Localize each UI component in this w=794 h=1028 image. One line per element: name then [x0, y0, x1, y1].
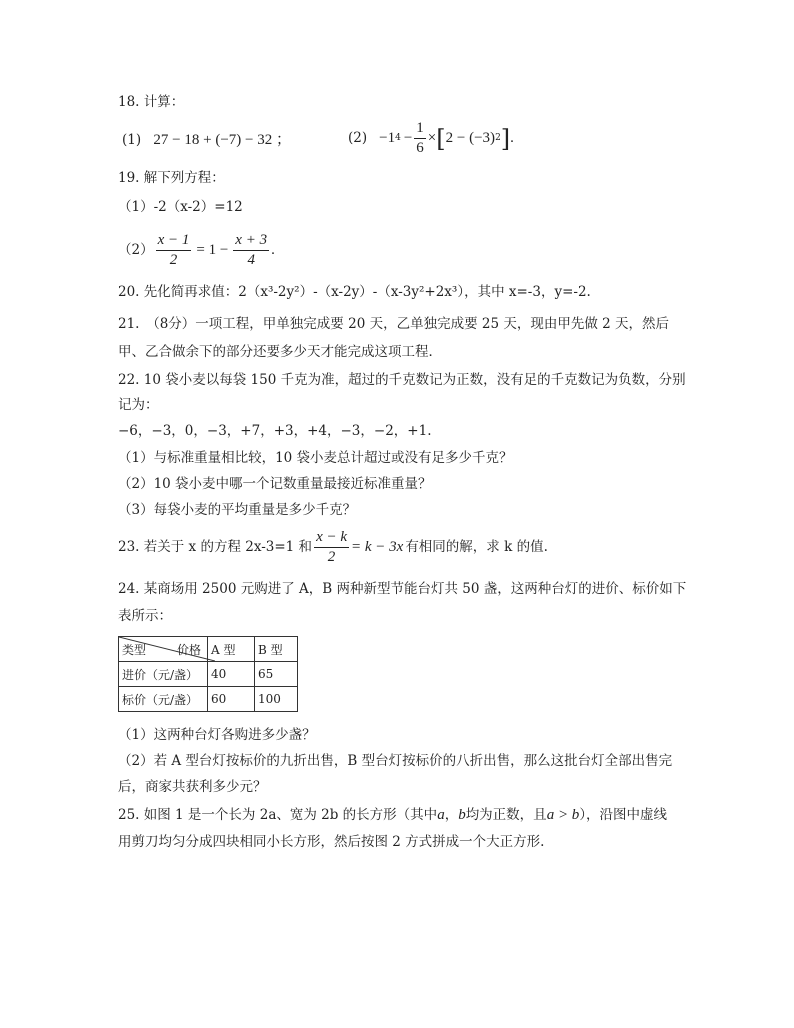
q19-frac2	[233, 233, 269, 268]
q24-line2: 表所示：	[118, 608, 172, 624]
q23-mid: = k − 3x	[351, 539, 404, 555]
q19-num1: x − 1	[156, 233, 192, 251]
q19-part2	[118, 233, 275, 268]
q19-p2-label: （2）	[118, 241, 154, 258]
q18-part1	[122, 133, 291, 148]
q24-sub1: （1）这两种台灯各购进多少盏？	[118, 727, 316, 743]
q24-sub2-line2: 后，商家共获利多少元？	[118, 779, 267, 795]
q21-line1: 21. （8分）一项工程，甲单独完成要 20 天，乙单独完成要 25 天，现由甲先做 2 天，然后	[118, 316, 670, 332]
q22-sub1: （1）与标准重量相比较，10 袋小麦总计超过或没有足多少千克？	[118, 450, 513, 466]
q22-values: −6，−3，0，−3，+7，+3，+4，−3，−2，+1.	[118, 423, 432, 439]
q18-p2-inner: 2 − (−3)	[445, 130, 496, 146]
row-value-a: 40	[208, 662, 255, 687]
q19-end: .	[271, 242, 275, 258]
left-bracket-icon: [	[436, 124, 446, 153]
q18-part2	[348, 121, 514, 156]
q19-den1: 2	[169, 252, 178, 268]
q18-title: 18. 计算：	[118, 94, 185, 110]
right-bracket-icon: ]	[500, 124, 511, 153]
q18-p1-expr: 27 − 18 + (−7) − 32 ；	[153, 132, 292, 148]
table-row	[119, 662, 298, 687]
col-a-header: A 型	[208, 637, 255, 662]
q18-p2-fraction	[414, 121, 426, 156]
q21-line2: 甲、乙合做余下的部分还要多少天才能完成这项工程．	[118, 344, 442, 360]
table-header-row	[119, 637, 298, 662]
q23-fraction	[314, 530, 349, 565]
q18-p2-num: 1	[414, 121, 426, 139]
q25-pre: 25. 如图 1 是一个长为 2a、宽为 2b 的长方形（其中	[118, 807, 438, 823]
q24-line1: 24. 某商场用 2500 元购进了 A，B 两种新型节能台灯共 50 盏，这两种台灯的进价、标价如下	[118, 581, 687, 597]
q22-sub3: （3）每袋小麦的平均重量是多少千克？	[118, 502, 357, 518]
q18-p2-exp: 4	[395, 133, 401, 143]
row-value-b: 65	[255, 662, 298, 687]
table-corner-cell	[119, 637, 208, 662]
q18-p2-label: (2)	[348, 129, 368, 146]
q19-num2: x + 3	[233, 233, 269, 251]
q18-p2-times: ×	[427, 130, 437, 146]
q23-post: 有相同的解，求 k 的值.	[405, 538, 548, 555]
q22-line2: 记为：	[118, 397, 159, 413]
q25-cond: a > b	[546, 807, 580, 823]
q25-post: ），沿图中虚线	[579, 807, 668, 823]
q22-sub2: （2）10 袋小麦中哪一个记数重量最接近标准重量？	[118, 476, 432, 492]
q25-line1	[118, 808, 667, 823]
price-table	[118, 636, 298, 712]
q19-part1: （1）-2（x-2）=12	[118, 199, 243, 215]
q18-p2-a: −1	[379, 130, 396, 146]
q20-text: 20. 先化简再求值：2（x³-2y²）-（x-2y）-（x-3y²+2x³），其中 x=-3，y=-2.	[118, 284, 591, 300]
col-b-header: B 型	[255, 637, 298, 662]
q19-den2: 4	[247, 252, 255, 268]
row-label: 标价（元/盏）	[119, 687, 208, 712]
q25-var-b: b	[458, 807, 466, 823]
table-row	[119, 687, 298, 712]
q25-sep: ，	[444, 807, 459, 823]
q25-mid: 均为正数，且	[465, 807, 547, 823]
q18-p2-minus: −	[403, 130, 413, 146]
q25-var-a: a	[437, 807, 445, 823]
q23-den: 2	[327, 549, 336, 565]
q19-title: 19. 解下列方程：	[118, 170, 225, 186]
q24-sub2-line1: （2）若 A 型台灯按标价的九折出售，B 型台灯按标价的八折出售，那么这批台灯全部出售完	[118, 753, 673, 769]
q23-num: x − k	[314, 530, 349, 548]
q23-pre: 23. 若关于 x 的方程 2x-3=1 和	[118, 538, 313, 555]
row-value-a: 60	[208, 687, 255, 712]
q18-p2-den: 6	[416, 140, 424, 156]
q23-line	[118, 530, 548, 565]
row-label: 进价（元/盏）	[119, 662, 208, 687]
q22-line1: 22. 10 袋小麦以每袋 150 千克为准，超过的千克数记为正数，没有足的千克数记为负数，分别	[118, 372, 686, 388]
q18-p2-inner-exp: 2	[495, 133, 501, 143]
q25-line2: 用剪刀均匀分成四块相同小长方形，然后按图 2 方式拼成一个大正方形.	[118, 834, 545, 850]
q18-p1-label: (1)	[122, 132, 142, 148]
row-value-b: 100	[255, 687, 298, 712]
corner-left-label: 类型	[122, 643, 147, 657]
q19-mid: = 1 −	[196, 242, 229, 258]
corner-right-label: 价格	[176, 643, 201, 657]
q19-frac1	[156, 233, 192, 268]
q18-p2-end: .	[510, 130, 514, 146]
